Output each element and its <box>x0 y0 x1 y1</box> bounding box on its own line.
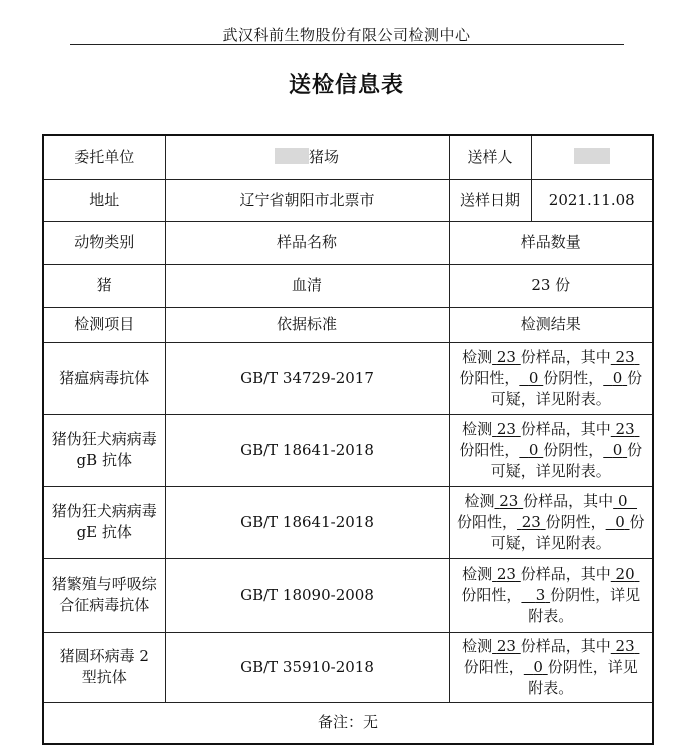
standard-header: 依据标准 <box>165 307 449 342</box>
test-item: 猪繁殖与呼吸综合征病毒抗体 <box>43 558 165 632</box>
animal-type-header: 动物类别 <box>43 221 165 264</box>
test-item: 猪伪狂犬病病毒 gB 抗体 <box>43 414 165 486</box>
remark: 备注：无 <box>43 702 653 744</box>
client-row <box>43 135 653 179</box>
redacted-block <box>574 148 610 164</box>
date-value: 2021.11.08 <box>531 179 653 221</box>
test-result: 检测 23 份样品，其中 0 份阳性， 23 份阴性， 0 份 可疑，详见附表。 <box>449 486 653 558</box>
test-item: 猪伪狂犬病病毒 gE 抗体 <box>43 486 165 558</box>
address-row <box>43 179 653 221</box>
organization-name: 武汉科前生物股份有限公司检测中心 <box>222 26 471 44</box>
sample-quantity-header: 样品数量 <box>449 221 653 264</box>
sample-name-header: 样品名称 <box>165 221 449 264</box>
test-standard: GB/T 18641-2018 <box>165 486 449 558</box>
test-row <box>43 486 653 558</box>
sender-label: 送样人 <box>449 135 531 179</box>
sample-header-row <box>43 221 653 264</box>
test-row <box>43 558 653 632</box>
test-result: 检测 23 份样品，其中 23 份阳性， 0 份阴性，详见 附表。 <box>449 632 653 702</box>
submission-info-table <box>42 134 654 745</box>
test-standard: GB/T 18641-2018 <box>165 414 449 486</box>
test-item-header: 检测项目 <box>43 307 165 342</box>
address-value: 辽宁省朝阳市北票市 <box>165 179 449 221</box>
sender-value <box>531 135 653 179</box>
test-row <box>43 342 653 414</box>
test-item: 猪圆环病毒 2 型抗体 <box>43 632 165 702</box>
animal-type-value: 猪 <box>43 264 165 307</box>
sample-name-value: 血清 <box>165 264 449 307</box>
redacted-block <box>275 148 309 164</box>
sample-quantity-value: 23 份 <box>449 264 653 307</box>
date-label: 送样日期 <box>449 179 531 221</box>
test-item: 猪瘟病毒抗体 <box>43 342 165 414</box>
client-unit-label: 委托单位 <box>43 135 165 179</box>
header-divider <box>70 44 624 45</box>
test-result: 检测 23 份样品，其中 23 份阳性， 0 份阴性， 0 份 可疑，详见附表。 <box>449 342 653 414</box>
test-standard: GB/T 18090-2008 <box>165 558 449 632</box>
test-row <box>43 414 653 486</box>
client-unit-value: 猪场 <box>165 135 449 179</box>
test-header-row <box>43 307 653 342</box>
page-title: 送检信息表 <box>288 73 404 98</box>
test-result: 检测 23 份样品，其中 23 份阳性， 0 份阴性， 0 份 可疑，详见附表。 <box>449 414 653 486</box>
address-label: 地址 <box>43 179 165 221</box>
result-header: 检测结果 <box>449 307 653 342</box>
sample-row <box>43 264 653 307</box>
test-row <box>43 632 653 702</box>
test-standard: GB/T 34729-2017 <box>165 342 449 414</box>
test-result: 检测 23 份样品，其中 20 份阳性， 3 份阴性，详见 附表。 <box>449 558 653 632</box>
remark-row <box>43 702 653 744</box>
test-standard: GB/T 35910-2018 <box>165 632 449 702</box>
